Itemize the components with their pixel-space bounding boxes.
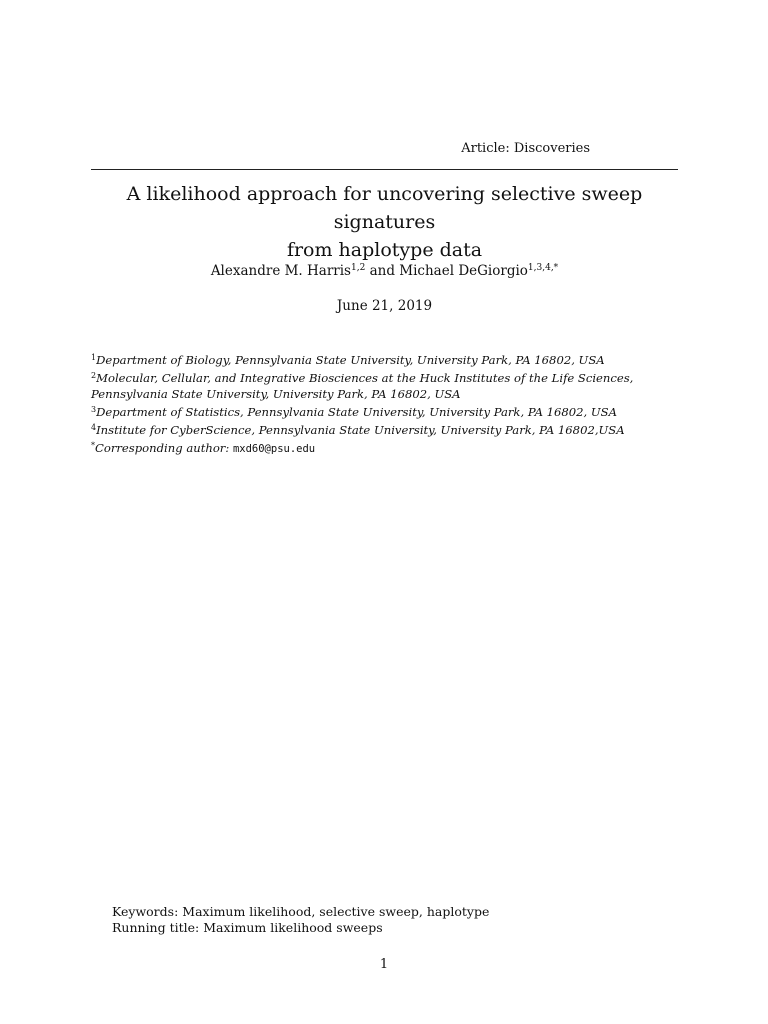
affiliation-1-text: Department of Biology, Pennsylvania State University, University Park, PA 16802, USA — [96, 353, 605, 367]
publication-date: June 21, 2019 — [336, 298, 433, 314]
corresponding-mark: * — [91, 441, 95, 450]
author-1-affiliation-marks: 1,2 — [350, 263, 366, 273]
affiliation-1-mark: 1 — [91, 353, 97, 362]
keywords-line: Keywords: Maximum likelihood, selective sweep, haplotype — [112, 904, 490, 919]
affiliation-3-text: Department of Statistics, Pennsylvania State University, University Park, PA 16802, USA — [96, 405, 617, 419]
keywords-block — [112, 904, 489, 936]
affiliations-block — [91, 350, 681, 457]
affiliation-4-text: Institute for CyberScience, Pennsylvania State University, University Park, PA 16802,USA — [96, 423, 625, 437]
corresponding-label: Corresponding author: — [95, 441, 230, 455]
author-list — [91, 263, 678, 279]
affiliation-3-mark: 3 — [91, 405, 97, 414]
corresponding-author — [91, 438, 681, 457]
article-type-label: Article: Discoveries — [461, 141, 590, 156]
affiliation-1 — [91, 350, 681, 368]
paper-title — [91, 180, 678, 264]
author-1-name: Alexandre M. Harris — [210, 263, 351, 279]
author-2-name: Michael DeGiorgio — [399, 263, 528, 279]
running-title-line: Running title: Maximum likelihood sweeps — [112, 920, 383, 935]
page-number: 1 — [379, 957, 389, 972]
title-line-2: from haplotype data — [286, 239, 483, 261]
author-connector: and — [365, 263, 400, 279]
header-rule — [91, 169, 678, 170]
title-line-1: A likelihood approach for uncovering selective sweep signatures — [126, 183, 643, 233]
affiliation-2-mark: 2 — [91, 371, 97, 380]
affiliation-4 — [91, 420, 681, 438]
author-2-affiliation-marks: 1,3,4,* — [527, 263, 559, 273]
corresponding-email-link[interactable]: mxd60@psu.edu — [232, 443, 316, 455]
affiliation-2-text: Molecular, Cellular, and Integrative Biosciences at the Huck Institutes of the Life Sciences, Pennsylvania State University, University Park, PA 16802, USA — [91, 371, 634, 401]
affiliation-3 — [91, 402, 681, 420]
affiliation-4-mark: 4 — [91, 423, 97, 432]
affiliation-2 — [91, 368, 681, 402]
